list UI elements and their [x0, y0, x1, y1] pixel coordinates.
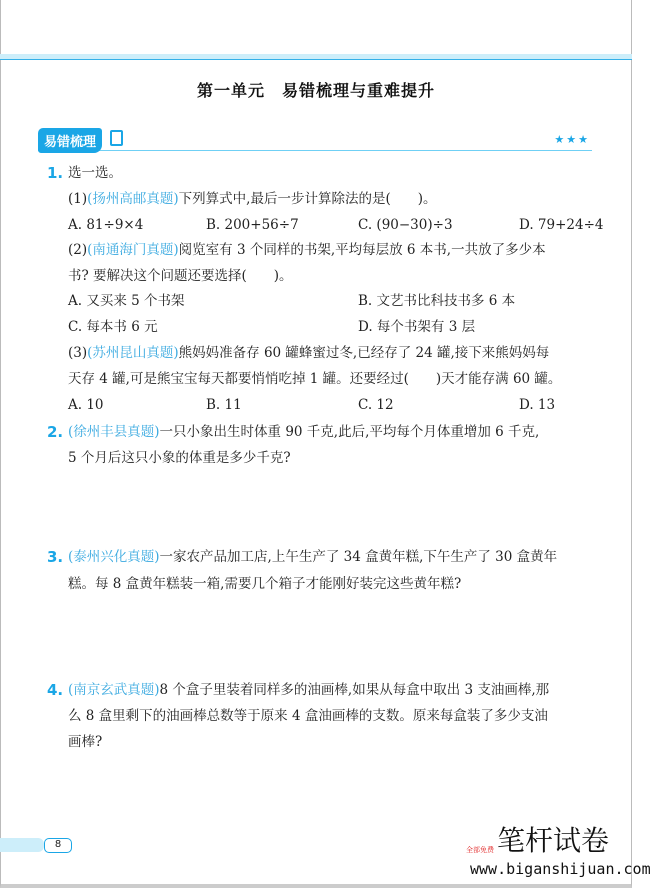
question-text: 选一选。: [68, 165, 122, 181]
question-text: [68, 423, 539, 441]
sub-text: 下列算式中,最后一步计算除法的是( )。: [178, 191, 437, 207]
question-body: 8 个盒子里装着同样多的油画棒,如果从每盒中取出 3 支油画棒,那: [159, 682, 550, 698]
sub-index: (1): [68, 191, 88, 207]
question-number: 4.: [47, 681, 64, 699]
option-c: C. 12: [358, 397, 394, 413]
option-a: A. 10: [68, 397, 104, 413]
subquestion: [68, 344, 549, 362]
notebook-icon: [110, 130, 123, 146]
section-header: [38, 128, 592, 151]
section-label: 易错梳理: [38, 128, 102, 153]
source-tag: (南通海门真题): [87, 242, 179, 258]
header-band: [0, 54, 632, 60]
option-a: A. 又买来 5 个书架: [68, 293, 185, 309]
page-bar: [0, 838, 44, 852]
question-body: 一家农产品加工店,上午生产了 34 盒黄年糕,下午生产了 30 盒黄年: [159, 549, 558, 565]
option-b: B. 11: [206, 397, 242, 413]
option-d: D. 13: [519, 397, 556, 413]
question-body: 一只小象出生时体重 90 千克,此后,平均每个月体重增加 6 千克,: [159, 424, 540, 440]
sub-text: 阅览室有 3 个同样的书架,平均每层放 6 本书,一共放了多少本: [178, 242, 546, 258]
sub-index: (3): [68, 345, 88, 361]
question-number: 3.: [47, 548, 64, 566]
option-c: C. (90−30)÷3: [358, 217, 453, 233]
option-a: A. 81÷9×4: [68, 217, 144, 233]
page-title: 第一单元 易错梳理与重难提升: [196, 81, 435, 100]
page-number: 8: [44, 838, 72, 853]
source-tag: (扬州高邮真题): [87, 191, 179, 207]
question-text: [68, 548, 557, 566]
sub-index: (2): [68, 242, 88, 258]
source-tag: (徐州丰县真题): [68, 424, 160, 440]
sub-text-cont: 天存 4 罐,可是熊宝宝每天都要悄悄吃掉 1 罐。还要经过( )天才能存满 60 罐。: [68, 371, 562, 387]
source-tag: (南京玄武真题): [68, 682, 160, 698]
question-text-cont: 么 8 盒里剩下的油画棒总数等于原来 4 盒油画棒的支数。原来每盒装了多少支油: [68, 708, 548, 724]
option-d: D. 79+24÷4: [519, 217, 604, 233]
source-tag: (苏州昆山真题): [87, 345, 179, 361]
subquestion: [68, 190, 437, 208]
option-b: B. 文艺书比科技书多 6 本: [358, 293, 516, 309]
option-d: D. 每个书架有 3 层: [358, 319, 476, 335]
question-number: 2.: [47, 423, 64, 441]
watermark-url: www.biganshijuan.com: [470, 860, 651, 878]
question-text: [68, 681, 549, 699]
question-text-cont: 糕。每 8 盒黄年糕装一箱,需要几个箱子才能刚好装完这些黄年糕?: [68, 576, 462, 592]
watermark-tag: 全部免费: [466, 846, 494, 854]
sub-text-cont: 书? 要解决这个问题还要选择( )。: [68, 268, 293, 284]
question-text-cont: 画棒?: [68, 734, 103, 750]
option-b: B. 200+56÷7: [206, 217, 299, 233]
question-text-cont: 5 个月后这只小象的体重是多少千克?: [68, 450, 291, 466]
difficulty-stars: ★★★: [554, 133, 590, 146]
option-c: C. 每本书 6 元: [68, 319, 158, 335]
subquestion: [68, 241, 546, 259]
sub-text: 熊妈妈准备存 60 罐蜂蜜过冬,已经存了 24 罐,接下来熊妈妈每: [178, 345, 550, 361]
watermark-logo: 笔杆试卷: [497, 824, 610, 857]
source-tag: (泰州兴化真题): [68, 549, 160, 565]
question-number: 1.: [47, 164, 64, 182]
